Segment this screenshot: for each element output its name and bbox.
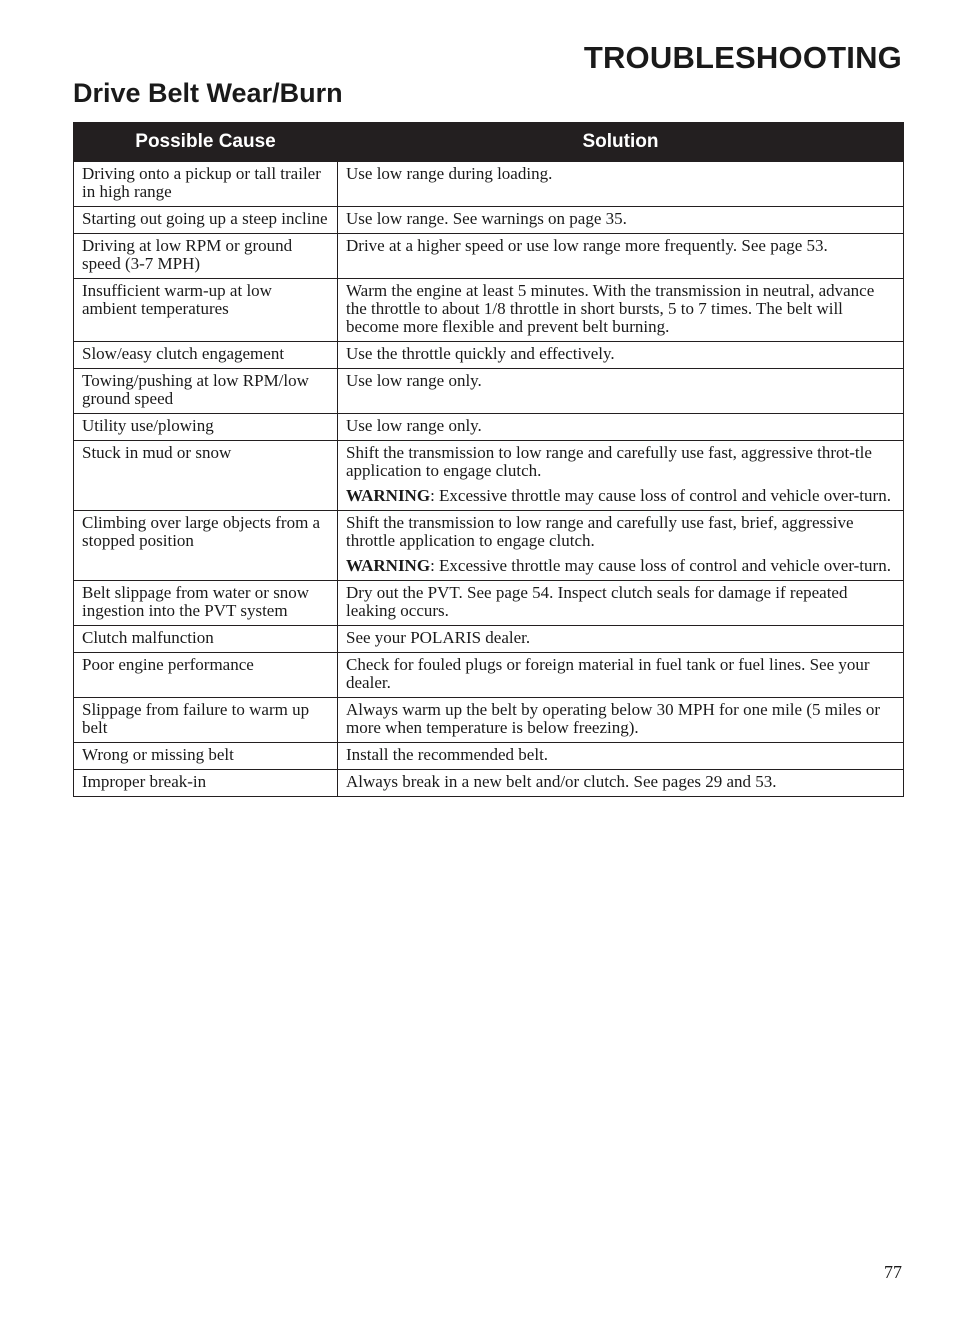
table-row <box>74 162 904 207</box>
solution-cell: Always break in a new belt and/or clutch. See pages 29 and 53. <box>338 770 904 797</box>
column-header-solution: Solution <box>338 123 904 162</box>
cause-cell: Belt slippage from water or snow ingestion into the PVT system <box>74 581 338 626</box>
solution-cell: Install the recommended belt. <box>338 743 904 770</box>
cause-cell: Towing/pushing at low RPM/low ground speed <box>74 369 338 414</box>
table-header-row <box>74 123 904 162</box>
table-row <box>74 626 904 653</box>
page-heading: Drive Belt Wear/Burn <box>73 78 343 108</box>
table-row <box>74 369 904 414</box>
solution-cell: Check for fouled plugs or foreign material in fuel tank or fuel lines. See your dealer. <box>338 653 904 698</box>
cause-cell: Poor engine performance <box>74 653 338 698</box>
table-row <box>74 207 904 234</box>
cause-cell: Starting out going up a steep incline <box>74 207 338 234</box>
solution-cell: See your POLARIS dealer. <box>338 626 904 653</box>
table-row <box>74 441 904 511</box>
cause-cell: Slow/easy clutch engagement <box>74 342 338 369</box>
warning-text: : Excessive throttle may cause loss of control and vehicle over-turn. <box>430 486 891 505</box>
solution-cell <box>338 441 904 511</box>
table-row <box>74 743 904 770</box>
solution-cell: Use low range only. <box>338 414 904 441</box>
cause-cell: Utility use/plowing <box>74 414 338 441</box>
table-row <box>74 698 904 743</box>
solution-cell: Use low range only. <box>338 369 904 414</box>
cause-cell: Driving onto a pickup or tall trailer in high range <box>74 162 338 207</box>
cause-cell: Slippage from failure to warm up belt <box>74 698 338 743</box>
cause-cell: Stuck in mud or snow <box>74 441 338 511</box>
cause-cell: Climbing over large objects from a stopped position <box>74 511 338 581</box>
solution-cell: Dry out the PVT. See page 54. Inspect clutch seals for damage if repeated leaking occurs. <box>338 581 904 626</box>
table-row <box>74 581 904 626</box>
cause-cell: Driving at low RPM or ground speed (3-7 MPH) <box>74 234 338 279</box>
solution-cell: Warm the engine at least 5 minutes. With the transmission in neutral, advance the throttle to about 1/8 throttle in short bursts, 5 to 7 times. The belt will become more flexible and prevent belt burning. <box>338 279 904 342</box>
table-row <box>74 279 904 342</box>
table-row <box>74 770 904 797</box>
troubleshooting-table <box>73 122 904 797</box>
solution-cell: Use low range. See warnings on page 35. <box>338 207 904 234</box>
table-row <box>74 414 904 441</box>
solution-cell: Always warm up the belt by operating below 30 MPH for one mile (5 miles or more when temperature is below freezing). <box>338 698 904 743</box>
column-header-cause: Possible Cause <box>74 123 338 162</box>
page-number: 77 <box>884 1262 902 1282</box>
solution-cell: Use low range during loading. <box>338 162 904 207</box>
section-title: TROUBLESHOOTING <box>583 40 902 75</box>
cause-cell: Improper break-in <box>74 770 338 797</box>
warning-note <box>346 557 896 575</box>
warning-text: : Excessive throttle may cause loss of control and vehicle over-turn. <box>430 556 891 575</box>
table-row <box>74 342 904 369</box>
warning-note <box>346 487 896 505</box>
solution-cell <box>338 511 904 581</box>
solution-text: Shift the transmission to low range and carefully use fast, brief, aggressive throttle application to engage clutch. <box>346 513 854 550</box>
cause-cell: Insufficient warm-up at low ambient temperatures <box>74 279 338 342</box>
cause-cell: Clutch malfunction <box>74 626 338 653</box>
cause-cell: Wrong or missing belt <box>74 743 338 770</box>
warning-label: WARNING <box>346 556 431 575</box>
table-row <box>74 653 904 698</box>
table-row <box>74 511 904 581</box>
solution-text: Shift the transmission to low range and carefully use fast, aggressive throt-tle application to engage clutch. <box>346 443 872 480</box>
solution-cell: Use the throttle quickly and effectively. <box>338 342 904 369</box>
solution-cell: Drive at a higher speed or use low range more frequently. See page 53. <box>338 234 904 279</box>
table-row <box>74 234 904 279</box>
warning-label: WARNING <box>346 486 431 505</box>
